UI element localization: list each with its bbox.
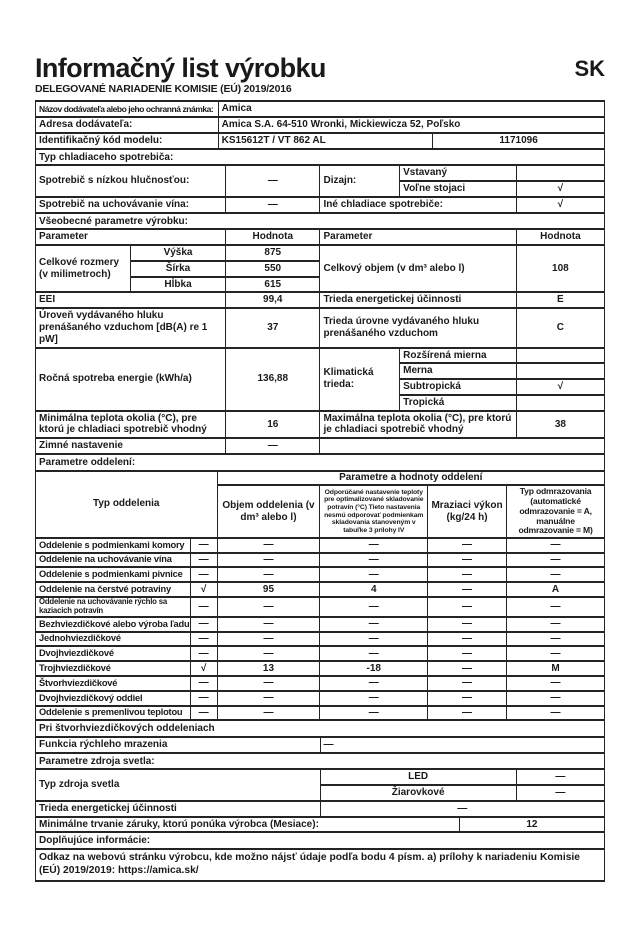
table-row <box>36 617 605 632</box>
additional-info-table <box>35 848 605 882</box>
annual-energy-label: Ročná spotreba energie (kWh/a) <box>36 348 226 411</box>
design-builtin-label: Vstavaný <box>400 165 517 181</box>
section-general-params: Všeobecné parametre výrobku: <box>35 212 605 231</box>
compartment-present: √ <box>190 582 217 597</box>
compartments-table <box>35 470 605 722</box>
compartment-volume: — <box>217 553 320 568</box>
max-temp-label: Maximálna teplota okolia (°C), pre ktorú je chladiaci spotrebič vhodný <box>320 411 516 439</box>
compartment-temp: — <box>320 617 428 632</box>
compartment-temp: — <box>320 597 428 617</box>
dimensions-label: Celkové rozmery (v milimetroch) <box>36 245 131 292</box>
compartment-defrost: — <box>507 632 605 647</box>
compartment-defrost: — <box>507 646 605 661</box>
table-row <box>36 597 605 617</box>
table-row <box>36 691 605 706</box>
min-temp-value: 16 <box>226 411 320 439</box>
compartment-present: — <box>190 706 217 721</box>
climate-temperate-label: Merna <box>400 363 517 379</box>
compartment-present: — <box>190 538 217 553</box>
table-row <box>36 676 605 691</box>
light-led-label: LED <box>320 769 516 785</box>
compartment-temp: — <box>320 553 428 568</box>
compartment-temp: — <box>320 676 428 691</box>
climate-tropical-check <box>516 395 604 411</box>
noise-value: 37 <box>226 308 320 347</box>
page-title: Informačný list výrobku <box>35 53 326 83</box>
col-header-group: Parametre a hodnoty oddelení <box>217 471 605 486</box>
climate-class-label: Klimatická trieda: <box>320 348 400 411</box>
min-temp-label: Minimálna teplota okolia (°C), pre ktorú je chladiaci spotrebič vhodný <box>36 411 226 439</box>
general-params-table <box>35 228 605 455</box>
compartment-label: Jednohviezdičkové <box>36 632 191 647</box>
compartment-freezing: — <box>428 646 507 661</box>
compartment-defrost: A <box>507 582 605 597</box>
compartment-defrost: — <box>507 553 605 568</box>
compartment-freezing: — <box>428 597 507 617</box>
compartment-label: Oddelenie s premenlivou teplotou <box>36 706 191 721</box>
compartment-volume: — <box>217 597 320 617</box>
appliance-type-table <box>35 164 605 213</box>
supplier-address-value: Amica S.A. 64-510 Wronki, Mickiewicza 52, Poľsko <box>218 117 604 133</box>
low-noise-label: Spotrebič s nízkou hlučnosťou: <box>36 165 226 197</box>
compartment-present: — <box>190 617 217 632</box>
model-id-label: Identifikačný kód modelu: <box>36 133 219 149</box>
compartment-defrost: — <box>507 567 605 582</box>
section-appliance-type: Typ chladiaceho spotrebiča: <box>35 148 605 167</box>
compartment-freezing: — <box>428 553 507 568</box>
compartment-volume: 13 <box>217 661 320 676</box>
winter-setting-label: Zimné nastavenie <box>36 438 226 454</box>
table-row <box>36 582 605 597</box>
table-row <box>36 646 605 661</box>
compartment-label: Bezhviezdičkové alebo výroba ľadu <box>36 617 191 632</box>
climate-subtropical-check: √ <box>516 379 604 395</box>
compartment-defrost: — <box>507 691 605 706</box>
compartment-present: √ <box>190 661 217 676</box>
climate-extended-temperate-check <box>516 348 604 364</box>
height-value: 875 <box>226 245 320 261</box>
light-source-table <box>35 768 605 817</box>
compartment-label: Oddelenie s podmienkami pivnice <box>36 567 191 582</box>
wine-storage-label: Spotrebič na uchovávanie vína: <box>36 197 226 213</box>
winter-setting-blank <box>320 438 605 454</box>
table-row <box>36 553 605 568</box>
product-fiche <box>35 54 605 882</box>
noise-class-value: C <box>516 308 604 347</box>
fast-freeze-value: — <box>320 737 605 753</box>
compartment-volume: — <box>217 676 320 691</box>
table-row <box>36 538 605 553</box>
supplier-name-label: Názov dodávateľa alebo jeho ochranná známka: <box>36 101 219 117</box>
design-builtin-check <box>516 165 604 181</box>
compartment-defrost: — <box>507 538 605 553</box>
compartment-label: Oddelenie na uchovávanie vína <box>36 553 191 568</box>
compartment-freezing: — <box>428 691 507 706</box>
compartment-defrost: M <box>507 661 605 676</box>
eei-label: EEI <box>36 292 226 308</box>
design-freestanding-check: √ <box>516 181 604 197</box>
max-temp-value: 38 <box>516 411 604 439</box>
light-energy-class-value: — <box>320 801 605 817</box>
compartment-volume: 95 <box>217 582 320 597</box>
light-led-value: — <box>516 769 604 785</box>
regulation-subtitle: DELEGOVANÉ NARIADENIE KOMISIE (EÚ) 2019/2016 <box>35 83 292 96</box>
width-value: 550 <box>226 261 320 277</box>
compartment-label: Dvojhviezdičkové <box>36 646 191 661</box>
depth-label: Hĺbka <box>131 277 226 293</box>
col-header-volume: Objem oddelenia (v dm³ alebo l) <box>217 485 320 537</box>
compartment-label: Dvojhviezdičkový oddiel <box>36 691 191 706</box>
compartment-defrost: — <box>507 706 605 721</box>
compartment-freezing: — <box>428 661 507 676</box>
compartment-defrost: — <box>507 676 605 691</box>
width-label: Šírka <box>131 261 226 277</box>
col-header-value-left: Hodnota <box>226 229 320 245</box>
depth-value: 615 <box>226 277 320 293</box>
compartment-label: Oddelenie na čerstvé potraviny <box>36 582 191 597</box>
light-type-label: Typ zdroja svetla <box>36 769 321 801</box>
compartment-defrost: — <box>507 617 605 632</box>
compartment-volume: — <box>217 646 320 661</box>
compartment-defrost: — <box>507 597 605 617</box>
section-compartments: Parametre oddelení: <box>35 453 605 472</box>
light-incandescent-label: Žiarovkové <box>320 785 516 801</box>
compartment-present: — <box>190 676 217 691</box>
model-code: 1171096 <box>433 133 605 149</box>
low-noise-value: — <box>226 165 320 197</box>
compartment-temp: -18 <box>320 661 428 676</box>
country-code: SK <box>574 56 605 81</box>
col-header-temp: Odporúčané nastavenie teploty pre optimalizované skladovanie potravín (°C) Tieto nastavenia nesmú odporovať podmienkam skladovania stanoveným v tabuľke 3 prílohy IV <box>320 485 428 537</box>
compartment-volume: — <box>217 632 320 647</box>
compartment-present: — <box>190 691 217 706</box>
section-four-star: Pri štvorhviezdičkových oddeleniach <box>35 719 605 738</box>
noise-label: Úroveň vydávaného hluku prenášaného vzduchom [dB(A) re 1 pW] <box>36 308 226 347</box>
compartment-temp: — <box>320 706 428 721</box>
compartment-present: — <box>190 632 217 647</box>
model-id-value: KS15612T / VT 862 AL <box>218 133 433 149</box>
compartment-freezing: — <box>428 538 507 553</box>
volume-value: 108 <box>516 245 604 292</box>
energy-class-label: Trieda energetickej účinnosti <box>320 292 516 308</box>
wine-storage-value: — <box>226 197 320 213</box>
compartment-present: — <box>190 646 217 661</box>
annual-energy-value: 136,88 <box>226 348 320 411</box>
compartment-volume: — <box>217 691 320 706</box>
compartment-freezing: — <box>428 567 507 582</box>
col-header-parameter-left: Parameter <box>36 229 226 245</box>
col-header-parameter-right: Parameter <box>320 229 516 245</box>
compartment-freezing: — <box>428 617 507 632</box>
energy-class-value: E <box>516 292 604 308</box>
compartment-temp: 4 <box>320 582 428 597</box>
compartment-volume: — <box>217 617 320 632</box>
col-header-defrost: Typ odmrazovania (automatické odmrazovanie = A, manuálne odmrazovanie = M) <box>507 485 605 537</box>
compartment-temp: — <box>320 632 428 647</box>
compartment-label: Trojhviezdičkové <box>36 661 191 676</box>
climate-temperate-check <box>516 363 604 379</box>
col-header-value-right: Hodnota <box>516 229 604 245</box>
document-header <box>35 54 605 82</box>
manufacturer-website-text: Odkaz na webovú stránku výrobcu, kde možno nájsť údaje podľa bodu 4 písm. a) prílohy k nariadeniu Komisie (EÚ) 2019/2019: https://amica.sk/ <box>36 849 605 881</box>
compartment-label: Štvorhviezdičkové <box>36 676 191 691</box>
table-row <box>36 661 605 676</box>
noise-class-label: Trieda úrovne vydávaného hluku prenášaného vzduchom <box>320 308 516 347</box>
compartment-present: — <box>190 553 217 568</box>
compartment-label: Oddelenie na uchovávanie rýchlo sa kaziacich potravín <box>36 597 191 617</box>
compartment-volume: — <box>217 538 320 553</box>
section-light-source: Parametre zdroja svetla: <box>35 752 605 771</box>
table-row <box>36 567 605 582</box>
light-incandescent-value: — <box>516 785 604 801</box>
compartment-volume: — <box>217 706 320 721</box>
section-additional-info: Doplňujúce informácie: <box>35 831 605 850</box>
volume-label: Celkový objem (v dm³ alebo l) <box>320 245 516 292</box>
compartment-label: Oddelenie s podmienkami komory <box>36 538 191 553</box>
compartment-freezing: — <box>428 632 507 647</box>
supplier-address-label: Adresa dodávateľa: <box>36 117 219 133</box>
compartment-freezing: — <box>428 582 507 597</box>
climate-tropical-label: Tropická <box>400 395 517 411</box>
light-energy-class-label: Trieda energetickej účinnosti <box>36 801 321 817</box>
col-header-freezing: Mraziaci výkon (kg/24 h) <box>428 485 507 537</box>
winter-setting-value: — <box>226 438 320 454</box>
compartment-present: — <box>190 567 217 582</box>
compartment-temp: — <box>320 691 428 706</box>
other-appliance-label: Iné chladiace spotrebiče: <box>320 197 516 213</box>
other-appliance-check: √ <box>516 197 604 213</box>
eei-value: 99,4 <box>226 292 320 308</box>
design-label: Dizajn: <box>320 165 400 197</box>
compartment-temp: — <box>320 567 428 582</box>
compartment-volume: — <box>217 567 320 582</box>
climate-extended-temperate-label: Rozšírená mierna <box>400 348 517 364</box>
table-row <box>36 632 605 647</box>
supplier-table <box>35 100 605 149</box>
supplier-name-value: Amica <box>218 101 604 117</box>
design-freestanding-label: Voľne stojaci <box>400 181 517 197</box>
warranty-label: Minimálne trvanie záruky, ktorú ponúka výrobca (Mesiace): <box>36 817 460 833</box>
col-header-compartment-type: Typ oddelenia <box>36 471 218 538</box>
warranty-value: 12 <box>459 817 604 833</box>
compartment-present: — <box>190 597 217 617</box>
climate-subtropical-label: Subtropická <box>400 379 517 395</box>
compartment-temp: — <box>320 538 428 553</box>
compartment-freezing: — <box>428 676 507 691</box>
height-label: Výška <box>131 245 226 261</box>
fast-freeze-label: Funkcia rýchleho mrazenia <box>36 737 321 753</box>
compartment-freezing: — <box>428 706 507 721</box>
compartment-temp: — <box>320 646 428 661</box>
table-row <box>36 706 605 721</box>
